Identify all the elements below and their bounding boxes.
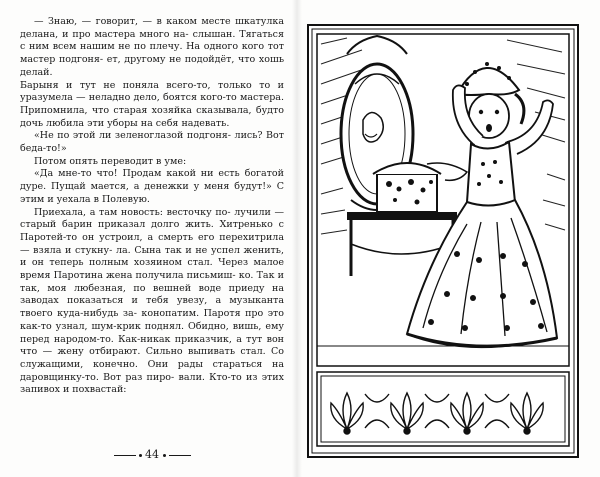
text-line: стал. Со служащими, конечно. Они рады — [20, 346, 284, 370]
text-line: слышан. Тягаться с ним всем нашим не по — [20, 28, 285, 53]
text-line: что — жену отбирают. Сильно выпивать — [20, 346, 235, 358]
text-line: Барыня и тут не поняла всего-то, только — [20, 79, 252, 91]
text-line: лучили — старый барин приказал долго — [20, 206, 284, 231]
text-line: богатой дуре. Пущай мается, а денежки — [20, 168, 284, 193]
text-line: лись? Вот беда-то!» — [20, 130, 284, 155]
text-line: Потом опять переводит в уме: — [34, 155, 187, 167]
text-line: уборы на себя надевать. — [107, 117, 230, 129]
page-number-footer — [20, 448, 284, 461]
text-line: Приехала, а там новость: весточку по- — [34, 206, 231, 218]
text-line: теперь полным хозяином стал. Через малое — [49, 257, 284, 269]
text-line: увезу, а музыканта твоего куда-нибудь за- — [20, 295, 284, 320]
text-line: жить. Хитренько с Паротей-то он устроил, — [20, 219, 284, 243]
text-column — [20, 16, 284, 397]
folio-dash-left — [114, 455, 136, 456]
paragraph-3 — [20, 130, 284, 155]
paragraph-6 — [20, 207, 284, 398]
text-line: ко. Так и так, моя любезная, по вешней — [20, 270, 284, 294]
text-line: народом-то. Как-никак приказчик, а тут вон — [53, 333, 285, 345]
text-line: то и уразумела — неладно дело, боятся — [20, 79, 284, 104]
text-line: хозяйка сказывала, будто дочь любила эти — [20, 104, 284, 129]
text-line: шум-крик поднял. Обидно, вишь, ему перед — [20, 320, 284, 345]
illustration-svg — [307, 24, 579, 458]
text-line: ет, другому не подойдёт, что хошь делай. — [20, 54, 284, 78]
text-line: воде приеду на заводах показаться и тебя — [20, 282, 284, 307]
folio-dot-left — [139, 454, 142, 457]
folio-dash-right — [169, 455, 191, 456]
text-line: кого-то мастера. Припомнила, что старая — [20, 92, 284, 116]
book-gutter — [292, 0, 302, 477]
paragraph-5 — [20, 168, 284, 206]
text-line: конопатим. Паротя про это как-то узнал, — [20, 308, 285, 332]
text-line: стараться на даровщинку-то. Вот раз пиро- — [20, 358, 284, 383]
folio-dot-right — [163, 454, 166, 457]
text-line: а смерть его перехитрила — взяла и стукну- — [20, 231, 284, 256]
page-number: 44 — [145, 448, 159, 461]
text-line: — Знаю, — говорит, — в каком месте — [34, 16, 231, 27]
text-line: «Не по этой ли зеленоглазой подгоня- — [34, 130, 231, 142]
text-line: ла. Сына так и не успел женить, и он — [20, 244, 284, 269]
text-line: у меня будут!» С этим и уехала в Полевую. — [20, 181, 285, 205]
text-line: вали. Кто-то из этих запивох и похвастай: — [20, 371, 284, 396]
text-line: плечу. На одного кого тот мастер подгоня- — [20, 41, 284, 66]
text-line: время Паротина жена получила письмиш- — [20, 270, 236, 282]
paragraph-4 — [20, 156, 284, 169]
paragraph-2 — [20, 80, 284, 131]
text-line: «Да мне-то что! Продам какой ни есть — [34, 168, 240, 180]
illustration — [307, 24, 579, 458]
text-line: шкатулка делана, и про мастера много на- — [20, 16, 284, 40]
paragraph-1 — [20, 16, 284, 80]
